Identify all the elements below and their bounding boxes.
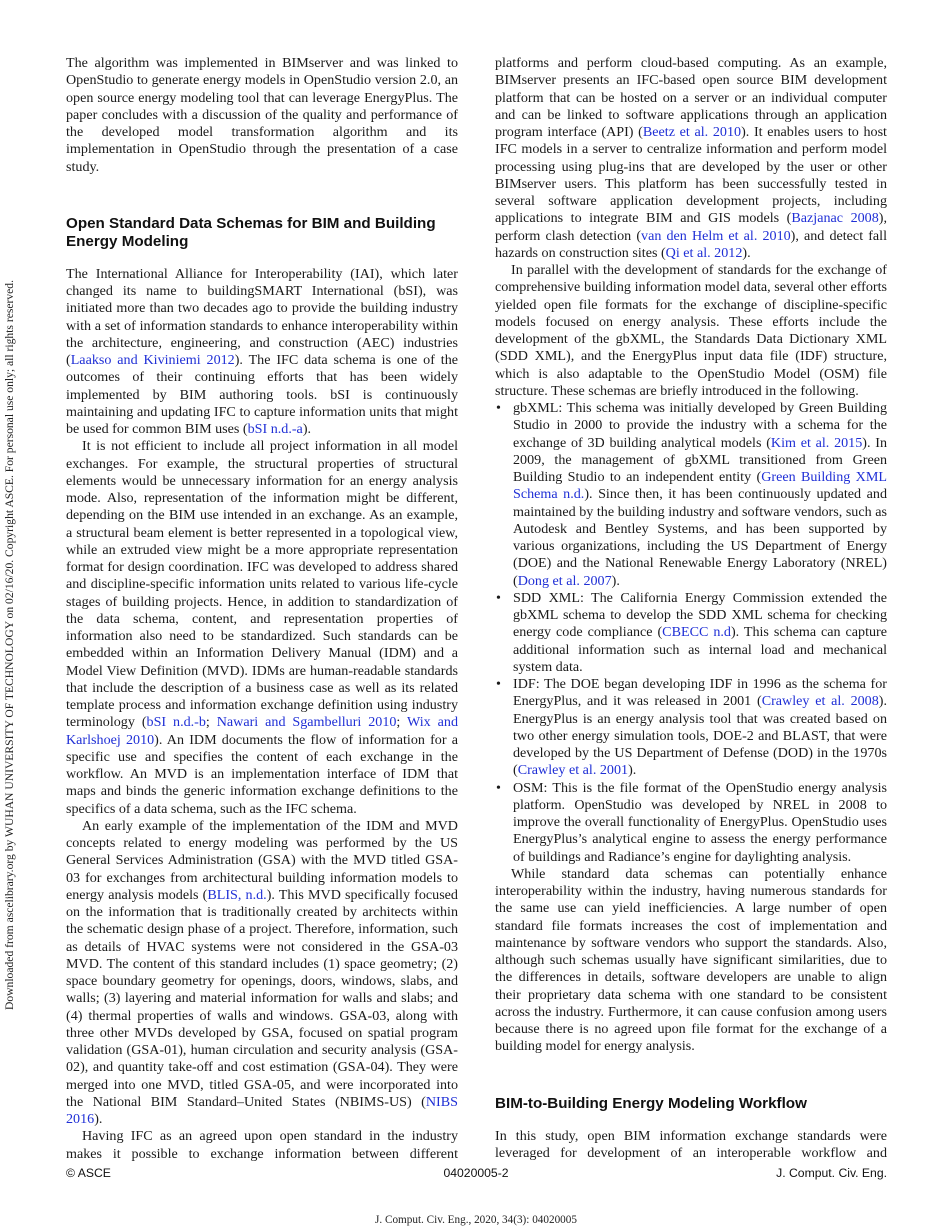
citation-link[interactable]: NIBS 2016 [66, 1093, 458, 1127]
citation-link[interactable]: BLIS, n.d. [207, 886, 267, 903]
paragraph-gsa: An early example of the implementation of the IDM and MVD concepts related to energy modeling was performed by the US General Services Administration (GSA) with the MVD titled GSA-03 for exchanges from architectural building information models to energy analysis models (BLIS, n.d.). This MVD specifically focused on the information that is traditionally created by architects within the schematic design phase of a project. Therefore, information, such as details of HVAC systems were not considered in the GSA-03 MVD. The content of this standard includes (1) space geometry; (2) space boundary geometry for openings, doors, windows, slabs, and walls; (3) layering and material information for walls and slabs; and (4) thermal properties of walls and windows. GSA-03, along with three other MVDs developed by GSA, focused on spatial program validation (GSA-01), human circulation and security analysis (GSA-02), and quantity take-off and cost estimation (GSA-04). They were merged into one MVD, titled GSA-05, and were incorporated into the National BIM Standard–United States (NBIMS-US) (NIBS 2016). [66, 817, 458, 1127]
bullet-icon: • [496, 589, 501, 606]
citation-link[interactable]: Green Building XML Schema n.d. [513, 469, 887, 503]
citation-link[interactable]: Laakso and Kiviniemi 2012 [70, 352, 235, 368]
section-heading-open-standards: Open Standard Data Schemas for BIM and Building Energy Modeling [66, 214, 436, 250]
footer-page-number: 04020005-2 [443, 1166, 509, 1180]
paragraph-file-formats: In parallel with the development of standards for the exchange of comprehensive building information model data, several other efforts yielded open file formats for the exchange of discipline-specific models focused on energy analysis. These efforts include the development of the gbXML, the Standards Data Dictionary XML (SDD XML), and the EnergyPlus input data file (IDF) structure, which is also adaptable to the OpenStudio Model (OSM) file structure. These schemas are briefly introduced in the following. [495, 262, 887, 399]
left-column [66, 55, 458, 1163]
citation-link[interactable]: van den Helm et al. 2010 [641, 227, 791, 244]
footer-copyright: © ASCE [66, 1166, 111, 1180]
citation-link[interactable]: Beetz et al. 2010 [642, 124, 742, 140]
footer-journal: J. Comput. Civ. Eng. [776, 1166, 887, 1180]
paragraph-inefficiencies: While standard data schemas can potentially enhance interoperability within the industry, having numerous standards for the same use can yield inefficiencies. A large number of open standard file formats increases the cost of implementation and maintenance by software vendors who support the standards. Also, although such schemas usually have significant similarities, due to the differences in details, software developers are unable to align their proprietary data schema with one standard to be consistent across the industry. Furthermore, it can cause confusion among users because there is no agreed upon file format for the exchange of a building model for energy analysis. [495, 865, 887, 1055]
bullet-sdd-xml: • SDD XML: The California Energy Commission extended the gbXML schema to develop the SDD XML schema for checking energy code compliance (CBECC n.d). This schema can capture additional information such as internal load and mechanical system data. [496, 589, 887, 675]
bullet-idf: • IDF: The DOE began developing IDF in 1996 as the schema for EnergyPlus, and it was released in 2001 (Crawley et al. 2008). EnergyPlus is an energy analysis tool that was created based on two other energy simulation tools, DOE-2 and BLAST, that were developed by the US Department of Defense (DOD) in the 1970s (Crawley et al. 2001). [496, 676, 887, 779]
intro-paragraph: The algorithm was implemented in BIMserver and was linked to OpenStudio to generate energy models in OpenStudio version 2.0, an open source energy modeling tool that can leverage EnergyPlus. The paper concludes with a discussion of the quality and performance of the developed model transformation algorithm and its implementation in OpenStudio through the presentation of a case study. [66, 55, 458, 175]
citation-link[interactable]: Bazjanac 2008 [791, 210, 879, 227]
citation-link[interactable]: Dong et al. 2007 [517, 572, 612, 589]
citation-link[interactable]: Crawley et al. 2008 [761, 693, 879, 710]
paragraph-ifc-standard: Having IFC as an agreed upon open standard in the industry makes it possible to exchange information between different [66, 1128, 458, 1162]
citation-link[interactable]: bSI n.d.-b [146, 714, 206, 731]
bullet-gbxml: • gbXML: This schema was initially developed by Green Building Studio in 2000 to provide the industry with a schema for the exchange of 3D building analytical models (Kim et al. 2015). In 2009, the management of gbXML transitioned from Green Building Studio to an independent entity (Green Building XML Schema n.d.). Since then, it has been continuously updated and maintained by the building industry and software vendors, such as Autodesk and Bentley Systems, and has been supported by various organizations, including the US Department of Energy (DOE) and the National Renewable Energy Laboratory (NREL) (Dong et al. 2007). [496, 400, 887, 589]
citation-line: J. Comput. Civ. Eng., 2020, 34(3): 04020005 [375, 1214, 577, 1226]
bullet-icon: • [496, 676, 501, 692]
citation-link[interactable]: Qi et al. 2012 [665, 244, 743, 261]
bullet-icon: • [496, 400, 501, 416]
download-notice: Downloaded from ascelibrary.org by WUHAN UNIVERSITY OF TECHNOLOGY on 02/16/20. Copyright ASCE. For personal use only; all rights reserved. [3, 280, 16, 1010]
paragraph-iai: The International Alliance for Interoperability (IAI), which later changed its name to buildingSMART International (bSI), was initiated more than two decades ago to provide the building industry with a set of information standards to enhance interoperability within the architecture, engineering, and construction (AEC) industries (Laakso and Kiviniemi 2012). The IFC data schema is one of the outcomes of their continuing efforts that has been widely implemented by BIM authoring tools. bSI is continuously maintaining and updating IFC to capture information units that might be used for common BIM uses (bSI n.d.-a). [66, 265, 458, 437]
section-heading-workflow: BIM-to-Building Energy Modeling Workflow [495, 1094, 807, 1112]
citation-link[interactable]: bSI n.d.-a [247, 421, 303, 437]
paragraph-idm-mvd: It is not efficient to include all project information in all model exchanges. For example, the structural properties of structural elements would be unnecessary information for an energy analysis mode. Also, representation of the information might be different, depending on the BIM use intended in an exchange. As an example, a structural beam element is better represented in a topological view, while an extruded view might be a more appropriate representation format for design coordination. IFC was developed to address shared and discipline-specific information units related to various life-cycle stages of building projects. Hence, in addition to standardization of the data schema, content, and representation properties of information also need to be standardized. Such standards can be embedded within an Information Delivery Manual (IDM) and a Model View Definition (MVD). IDMs are human-readable standards that include the description of a business case as well as its related template process and information exchange definition using industry terminology (bSI n.d.-b; Nawari and Sgambelluri 2010; Wix and Karlshoej 2010). An IDM documents the flow of information for a specific use and specifies the content of each exchange in the workflow. An MVD is an implementation interface of IDM that maps and binds the generic information exchange definitions to the specifics of a data schema, such as the IFC schema. [66, 438, 458, 817]
citation-link[interactable]: Crawley et al. 2001 [517, 762, 629, 779]
citation-link[interactable]: Nawari and Sgambelluri 2010 [216, 714, 397, 731]
bullet-icon: • [496, 779, 501, 796]
paragraph-bimserver: platforms and perform cloud-based computing. As an example, BIMserver presents an IFC-based open source BIM development platform that can be hosted on a server or an individual computer and can be linked to software applications through an application program interface (API) (Beetz et al. 2010). It enables users to host IFC models in a server to centralize information and perform model processing using plug-ins that are developed by the user or other BIMserver users. This platform has been successfully tested in several software application development projects, including applications to integrate BIM and GIS models (Bazjanac 2008), perform clash detection (van den Helm et al. 2010), and detect fall hazards on construction sites (Qi et al. 2012). [495, 55, 887, 261]
citation-link[interactable]: CBECC n.d [662, 624, 731, 641]
bullet-osm: • OSM: This is the file format of the OpenStudio energy analysis platform. OpenStudio was developed by NREL in 2008 to improve the overall functionality of EnergyPlus. OpenStudio uses EnergyPlus’s analytical engine to assess the energy performance of buildings and Radiance’s engine for daylighting analysis. [496, 779, 887, 865]
schema-bullet-list [495, 400, 887, 866]
citation-link[interactable]: Wix and Karlshoej 2010 [66, 714, 458, 748]
right-column [495, 55, 887, 1162]
citation-link[interactable]: Kim et al. 2015 [770, 434, 863, 451]
paragraph-this-study: In this study, open BIM information exchange standards were leveraged for development of an interoperable workflow and [495, 1127, 887, 1161]
